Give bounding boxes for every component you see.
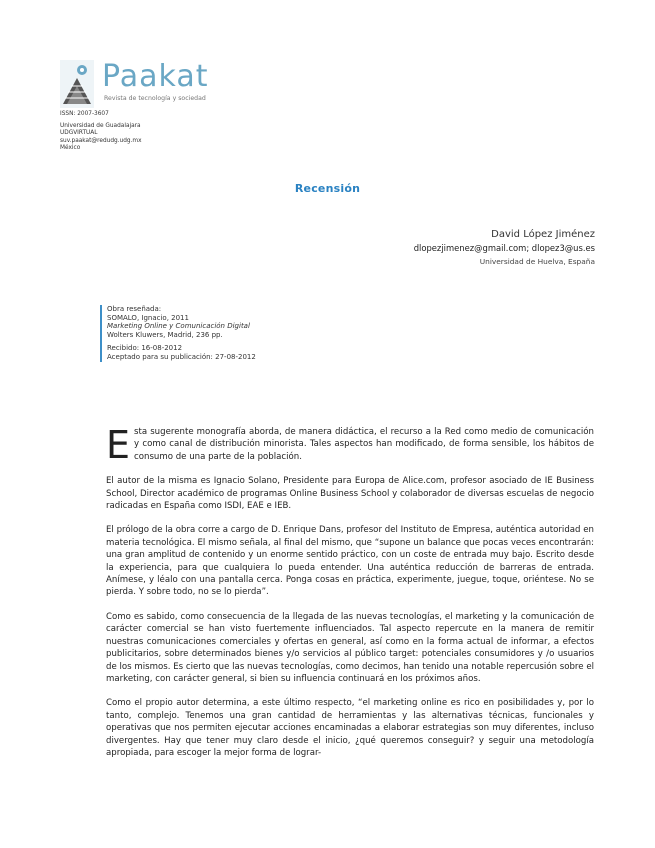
paragraph: Como el propio autor determina, a este último respecto, “el marketing online es rico en posibilidades y, por lo tanto, complejo. Tenemos una gran cantidad de herramientas y las alternativas técnicas, funcionales y operativas que nos permiten ejecutar acciones encaminadas a elaborar estrategias son muy diferentes, incluso divergentes. Hay que tener muy claro desde el inicio, ¿qué queremos conseguir? y seguir una metodología apropiada, para escoger la mejor forma de lograr- bbox=[106, 698, 594, 758]
review-heading: Obra reseñada: bbox=[107, 305, 162, 313]
article-body bbox=[106, 423, 594, 771]
paragraph: El autor de la misma es Ignacio Solano, Presidente para Europa de Alice.com, profesor asociado de IE Business School, Director académico de programas Online Business School y colaborador de diversas escuelas de negocio radicadas en España como ISDI, EAE e IEB. bbox=[106, 476, 594, 512]
issn: ISSN: 2007-3607 bbox=[60, 111, 109, 117]
review-work: SOMALO, Ignacio, 2011 bbox=[107, 313, 189, 322]
logo-wordmark: Paakat bbox=[102, 59, 209, 94]
institution-block bbox=[60, 111, 142, 153]
received-date: Recibido: 16-08-2012 bbox=[107, 344, 183, 353]
journal-logo bbox=[60, 60, 220, 110]
pyramid-logo-icon bbox=[60, 60, 94, 108]
author-email[interactable]: dlopezjimenez@gmail.com; dlopez3@us.es bbox=[413, 243, 595, 253]
drop-cap: E bbox=[106, 423, 131, 467]
accepted-date: Aceptado para su publicación: 27-08-2012 bbox=[107, 352, 256, 361]
author-affiliation: Universidad de Huelva, España bbox=[479, 257, 595, 266]
institution-line: UDGVIRTUAL bbox=[60, 130, 98, 137]
section-title: Recensión bbox=[294, 182, 361, 195]
paragraph: Como es sabido, como consecuencia de la llegada de las nuevas tecnologías, el marketing y la comunicación de carácter comercial se han visto fuertemente influenciados. Tal aspecto repercute en la manera de remitir nuestras comunicaciones comerciales y ofertas en general, así como en la forma actual de informar, a efectos publicitarios, sobre determinados bienes y/o servicios al público target: potenciales consumidores y /o usuarios de los mismos. Es cierto que las nuevas tecnologías, como decimos, han tenido una notable repercusión sobre el marketing, con carácter general, si bien su influencia continuará en los próximos años. bbox=[106, 611, 594, 684]
author-name: David López Jiménez bbox=[491, 229, 595, 240]
paragraph bbox=[106, 423, 594, 467]
reviewed-work-box bbox=[100, 305, 347, 362]
review-title: Marketing Online y Comunicación Digital bbox=[107, 322, 250, 331]
institution-country: México bbox=[60, 145, 81, 152]
paragraph-text: sta sugerente monografía aborda, de manera didáctica, el recurso a la Red como medio de comunicación y como canal de distribución minorista. Tales aspectos han modificado, de forma sensible, los hábitos de consumo de una parte de la población. bbox=[134, 427, 594, 462]
institution-line: Universidad de Guadalajara bbox=[60, 122, 141, 129]
logo-tagline: Revista de tecnología y sociedad bbox=[104, 95, 206, 102]
paragraph: El prólogo de la obra corre a cargo de D. Enrique Dans, profesor del Instituto de Empresa, auténtica autoridad en materia tecnológica. El mismo señala, al final del mismo, que “supone un balance que pocas veces encontrarán: una gran amplitud de contenido y un enorme sentido práctico, con un coste de entrada muy bajo. Escrito desde la experiencia, para que cualquiera lo pueda entender. Una auténtica reducción de barreras de entrada. Anímese, y léalo con una pantalla cerca. Ponga cosas en práctica, experimente, juegue, toque, oriéntese. No se pierda. Y sobre todo, no se lo pierda”. bbox=[106, 525, 594, 598]
author-block bbox=[414, 229, 595, 266]
review-publisher: Wolters Kluwers, Madrid, 236 pp. bbox=[107, 330, 223, 339]
institution-email: suv.paakat@redudg.udg.mx bbox=[60, 137, 142, 144]
